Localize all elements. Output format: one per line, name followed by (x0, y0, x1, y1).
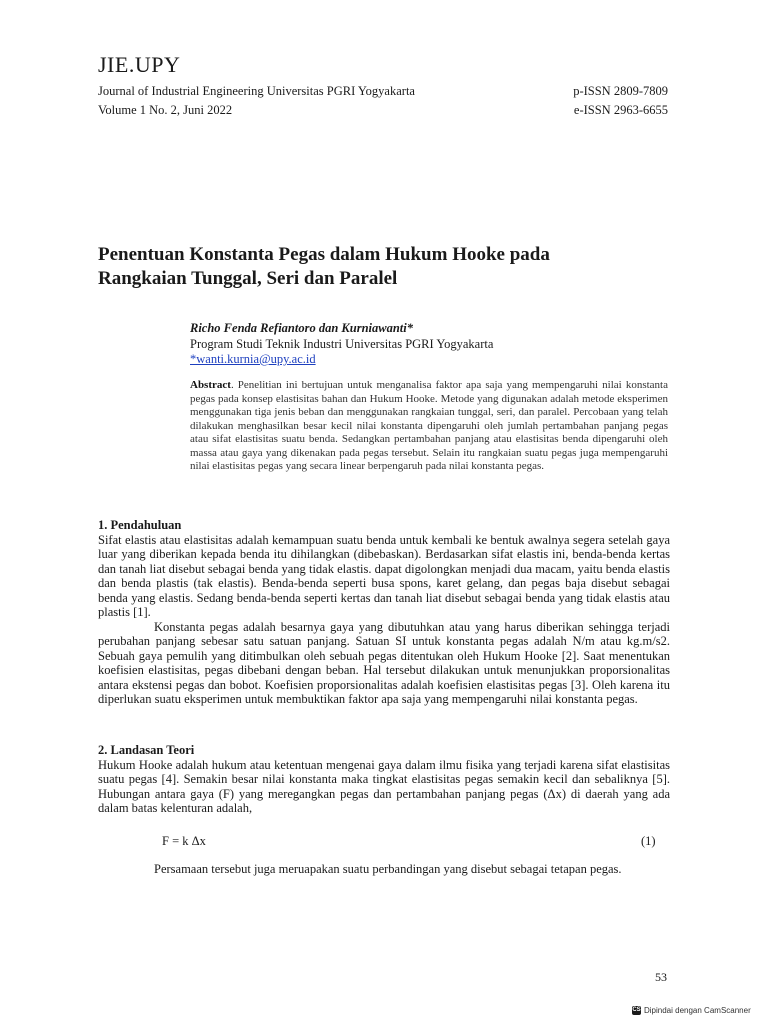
scanner-text: Dipindai dengan CamScanner (644, 1006, 751, 1015)
section-2-heading: 2. Landasan Teori (98, 743, 195, 757)
page-number: 53 (655, 970, 667, 984)
journal-name: JIE.UPY (98, 52, 181, 77)
section-2-continuation (98, 862, 670, 877)
camscanner-icon: CS (632, 1007, 641, 1013)
journal-full-name: Journal of Industrial Engineering Universitas PGRI Yogyakarta (98, 84, 415, 98)
section-1-paragraph-2: Konstanta pegas adalah besarnya gaya yang dibutuhkan atau yang harus diberikan sehingga terjadi perubahan panjang sebesar satu satuan panjang. Satuan SI untuk konstanta pegas adalah N/m atau kg.m/s2. Sebuah gaya pemulih yang ditimbulkan oleh sebuah pegas ditentukan oleh Hukum Hooke [2]. Saat menentukan koefisien elastisitas, pegas dibebani dengan beban. Hal tersebut dilakukan untuk menunjukkan proporsionalitas antara ekstensi pegas dan bobot. Koefisien proporsionalitas adalah koefisien elastisitas pegas [3]. Oleh karena itu diperlukan suatu eksperimen untuk membuktikan faktor apa saja yang mempengaruhi nilai konstanta pegas. (98, 619, 670, 706)
section-1-heading: 1. Pendahuluan (98, 518, 182, 532)
abstract-text: . Penelitian ini bertujuan untuk menganalisa faktor apa saja yang mempengaruhi nilai konstanta pegas pada konsep elastisitas bahan dan Hukum Hooke. Metode yang digunakan adalah metode eksperimen menggunakan tiga jenis beban dan menggunakan rangkaian tunggal, seri, dan paralel. Percobaan yang telah dilakukan menghasilkan besar kecil nilai konstanta dipengaruhi oleh jumlah pertambahan panjang pegas atau sifat elastisitas suatu benda. Sedangkan pertambahan panjang atau elastisitas benda dipengaruhi oleh massa atau gaya yang dikenakan pada pegas tersebut. Selain itu rangkaian suatu pegas juga mempengaruhi nilai elastisitas pegas yang secara linear berpengaruh pada nilai konstanta pegas. (190, 379, 668, 472)
p-issn: p-ISSN 2809-7809 (573, 84, 668, 98)
title-line-2: Rangkaian Tunggal, Seri dan Paralel (98, 268, 398, 289)
section-2-paragraph-1: Hukum Hooke adalah hukum atau ketentuan mengenai gaya dalam ilmu fisika yang terjadi karena sifat elastisitas suatu pegas [4]. Semakin besar nilai konstanta maka tingkat elastisitas pegas semakin kecil dan sebaliknya [5]. Hubungan antara gaya (F) yang meregangkan pegas dan pertambahan panjang pegas (Δx) di daerah yang ada dalam batas kelenturan adalah, (98, 757, 670, 815)
article-title (98, 243, 658, 291)
abstract-label: Abstract (190, 379, 231, 391)
authors: Richo Fenda Refiantoro dan Kurniawanti* (190, 321, 413, 335)
e-issn: e-ISSN 2963-6655 (573, 103, 668, 117)
equation: F = k Δx (162, 834, 206, 848)
section-introduction (98, 518, 670, 707)
author-email-link[interactable]: *wanti.kurnia@upy.ac.id (190, 352, 316, 366)
journal-volume: Volume 1 No. 2, Juni 2022 (98, 103, 233, 117)
section-2-paragraph-2: Persamaan tersebut juga meruapakan suatu perbandingan yang disebut sebagai tetapan pegas. (154, 862, 622, 876)
scanner-watermark (632, 1006, 751, 1015)
title-line-1: Penentuan Konstanta Pegas dalam Hukum Hooke pada (98, 244, 550, 265)
abstract (190, 379, 668, 474)
section-theory (98, 743, 670, 816)
equation-number: (1) (641, 834, 656, 848)
affiliation: Program Studi Teknik Industri Universitas PGRI Yogyakarta (190, 337, 494, 351)
section-1-paragraph-1: Sifat elastis atau elastisitas adalah kemampuan suatu benda untuk kembali ke bentuk awalnya segera setelah gaya luar yang diberikan kepada benda itu dihilangkan (dibebaskan). Berdasarkan sifat elastis ini, benda-benda kertas dan tanah liat disebut sebagai benda yang tidak elastis. dapat digolongkan menjadi dua macam, yaitu benda elastis dan benda plastis (tak elastis). Benda-benda seperti busa spons, karet gelang, dan pegas baja disebut sebagai benda yang elastis. Sedang benda-benda seperti kertas dan tanah liat disebut sebagai benda yang tidak elastis atau plastis [1]. (98, 532, 670, 619)
